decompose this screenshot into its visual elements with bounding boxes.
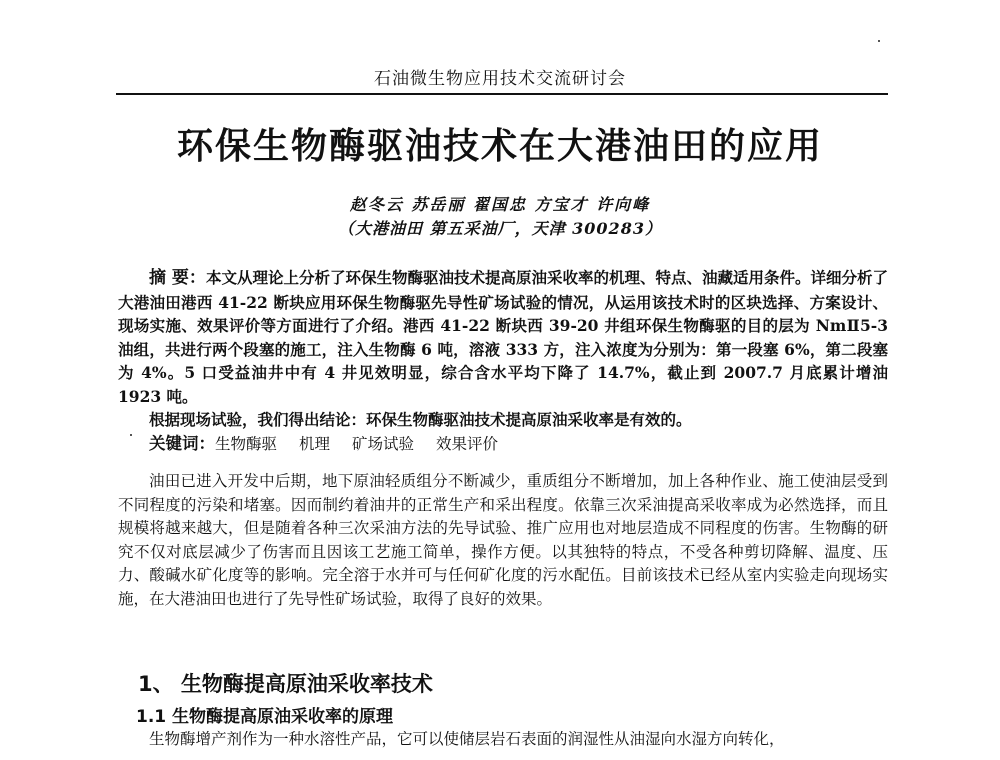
abstract-text: 本文从理论上分析了环保生物酶驱油技术提高原油采收率的机理、特点、油藏适用条件。详细分析了大港油田港西 41-22 断块应用环保生物酶驱先导性矿场试验的情况，从运用该技术时的区块选择、方案设计、现场实施、效果评价等方面进行了介绍。港西 41-22 断块西 39-20 井组环保生物酶驱的目的层为 NmⅡ5-3 油组，共进行两个段塞的施工，注入生物酶 6 吨，溶液 333 方，注入浓度为分别为：第一段塞 6%，第二段塞为 4%。5 口受益油井中有 4 井见效明显，综合含水平均下降了 14.7%，截止到 2007.7 月底累计增油 1923 吨。 <box>118 268 888 406</box>
scan-speck <box>130 434 132 436</box>
keywords-line <box>118 432 888 457</box>
scan-speck <box>878 40 880 42</box>
body-paragraph: 生物酶增产剂作为一种水溶性产品，它可以使储层岩石表面的润湿性从油湿向水湿方向转化， <box>149 730 785 748</box>
subsection-heading: 1.1 生物酶提高原油采收率的原理 <box>136 707 394 727</box>
keyword: 效果评价 <box>436 434 499 453</box>
keyword: 生物酶驱 <box>215 434 278 453</box>
abstract-paragraph <box>118 266 888 408</box>
keyword: 机理 <box>299 434 331 453</box>
section-heading: 1、 生物酶提高原油采收率技术 <box>138 672 433 696</box>
header-rule <box>116 93 888 95</box>
abstract-conclusion: 根据现场试验，我们得出结论：环保生物酶驱油技术提高原油采收率是有效的。 <box>149 410 692 429</box>
running-header: 石油微生物应用技术交流研讨会 <box>374 69 626 89</box>
abstract-label: 摘 要： <box>149 268 206 288</box>
keyword: 矿场试验 <box>352 434 415 453</box>
paper-title: 环保生物酶驱油技术在大港油田的应用 <box>176 126 823 167</box>
keywords-label: 关键词： <box>149 433 215 453</box>
intro-paragraph: 油田已进入开发中后期，地下原油轻质组分不断减少，重质组分不断增加，加上各种作业、施工使油层受到不同程度的污染和堵塞。因而制约着油井的正常生产和采出程度。依靠三次采油提高采收率成为必然选择，而且规模将越来越大，但是随着各种三次采油方法的先导试验、推广应用也对地层造成不同程度的伤害。生物酶的研究不仅对底层减少了伤害而且因该工艺施工简单，操作方便。以其独特的特点，不受各种剪切降解、温度、压力、酸碱水矿化度等的影响。完全溶于水并可与任何矿化度的污水配伍。目前该技术已经从室内实验走向现场实施，在大港油田也进行了先导性矿场试验，取得了良好的效果。 <box>118 472 888 608</box>
author-list: 赵冬云 苏岳丽 翟国忠 方宝才 许向峰 <box>349 195 651 214</box>
affiliation: （大港油田 第五采油厂，天津 300283） <box>338 219 662 238</box>
abstract-block <box>118 266 888 456</box>
